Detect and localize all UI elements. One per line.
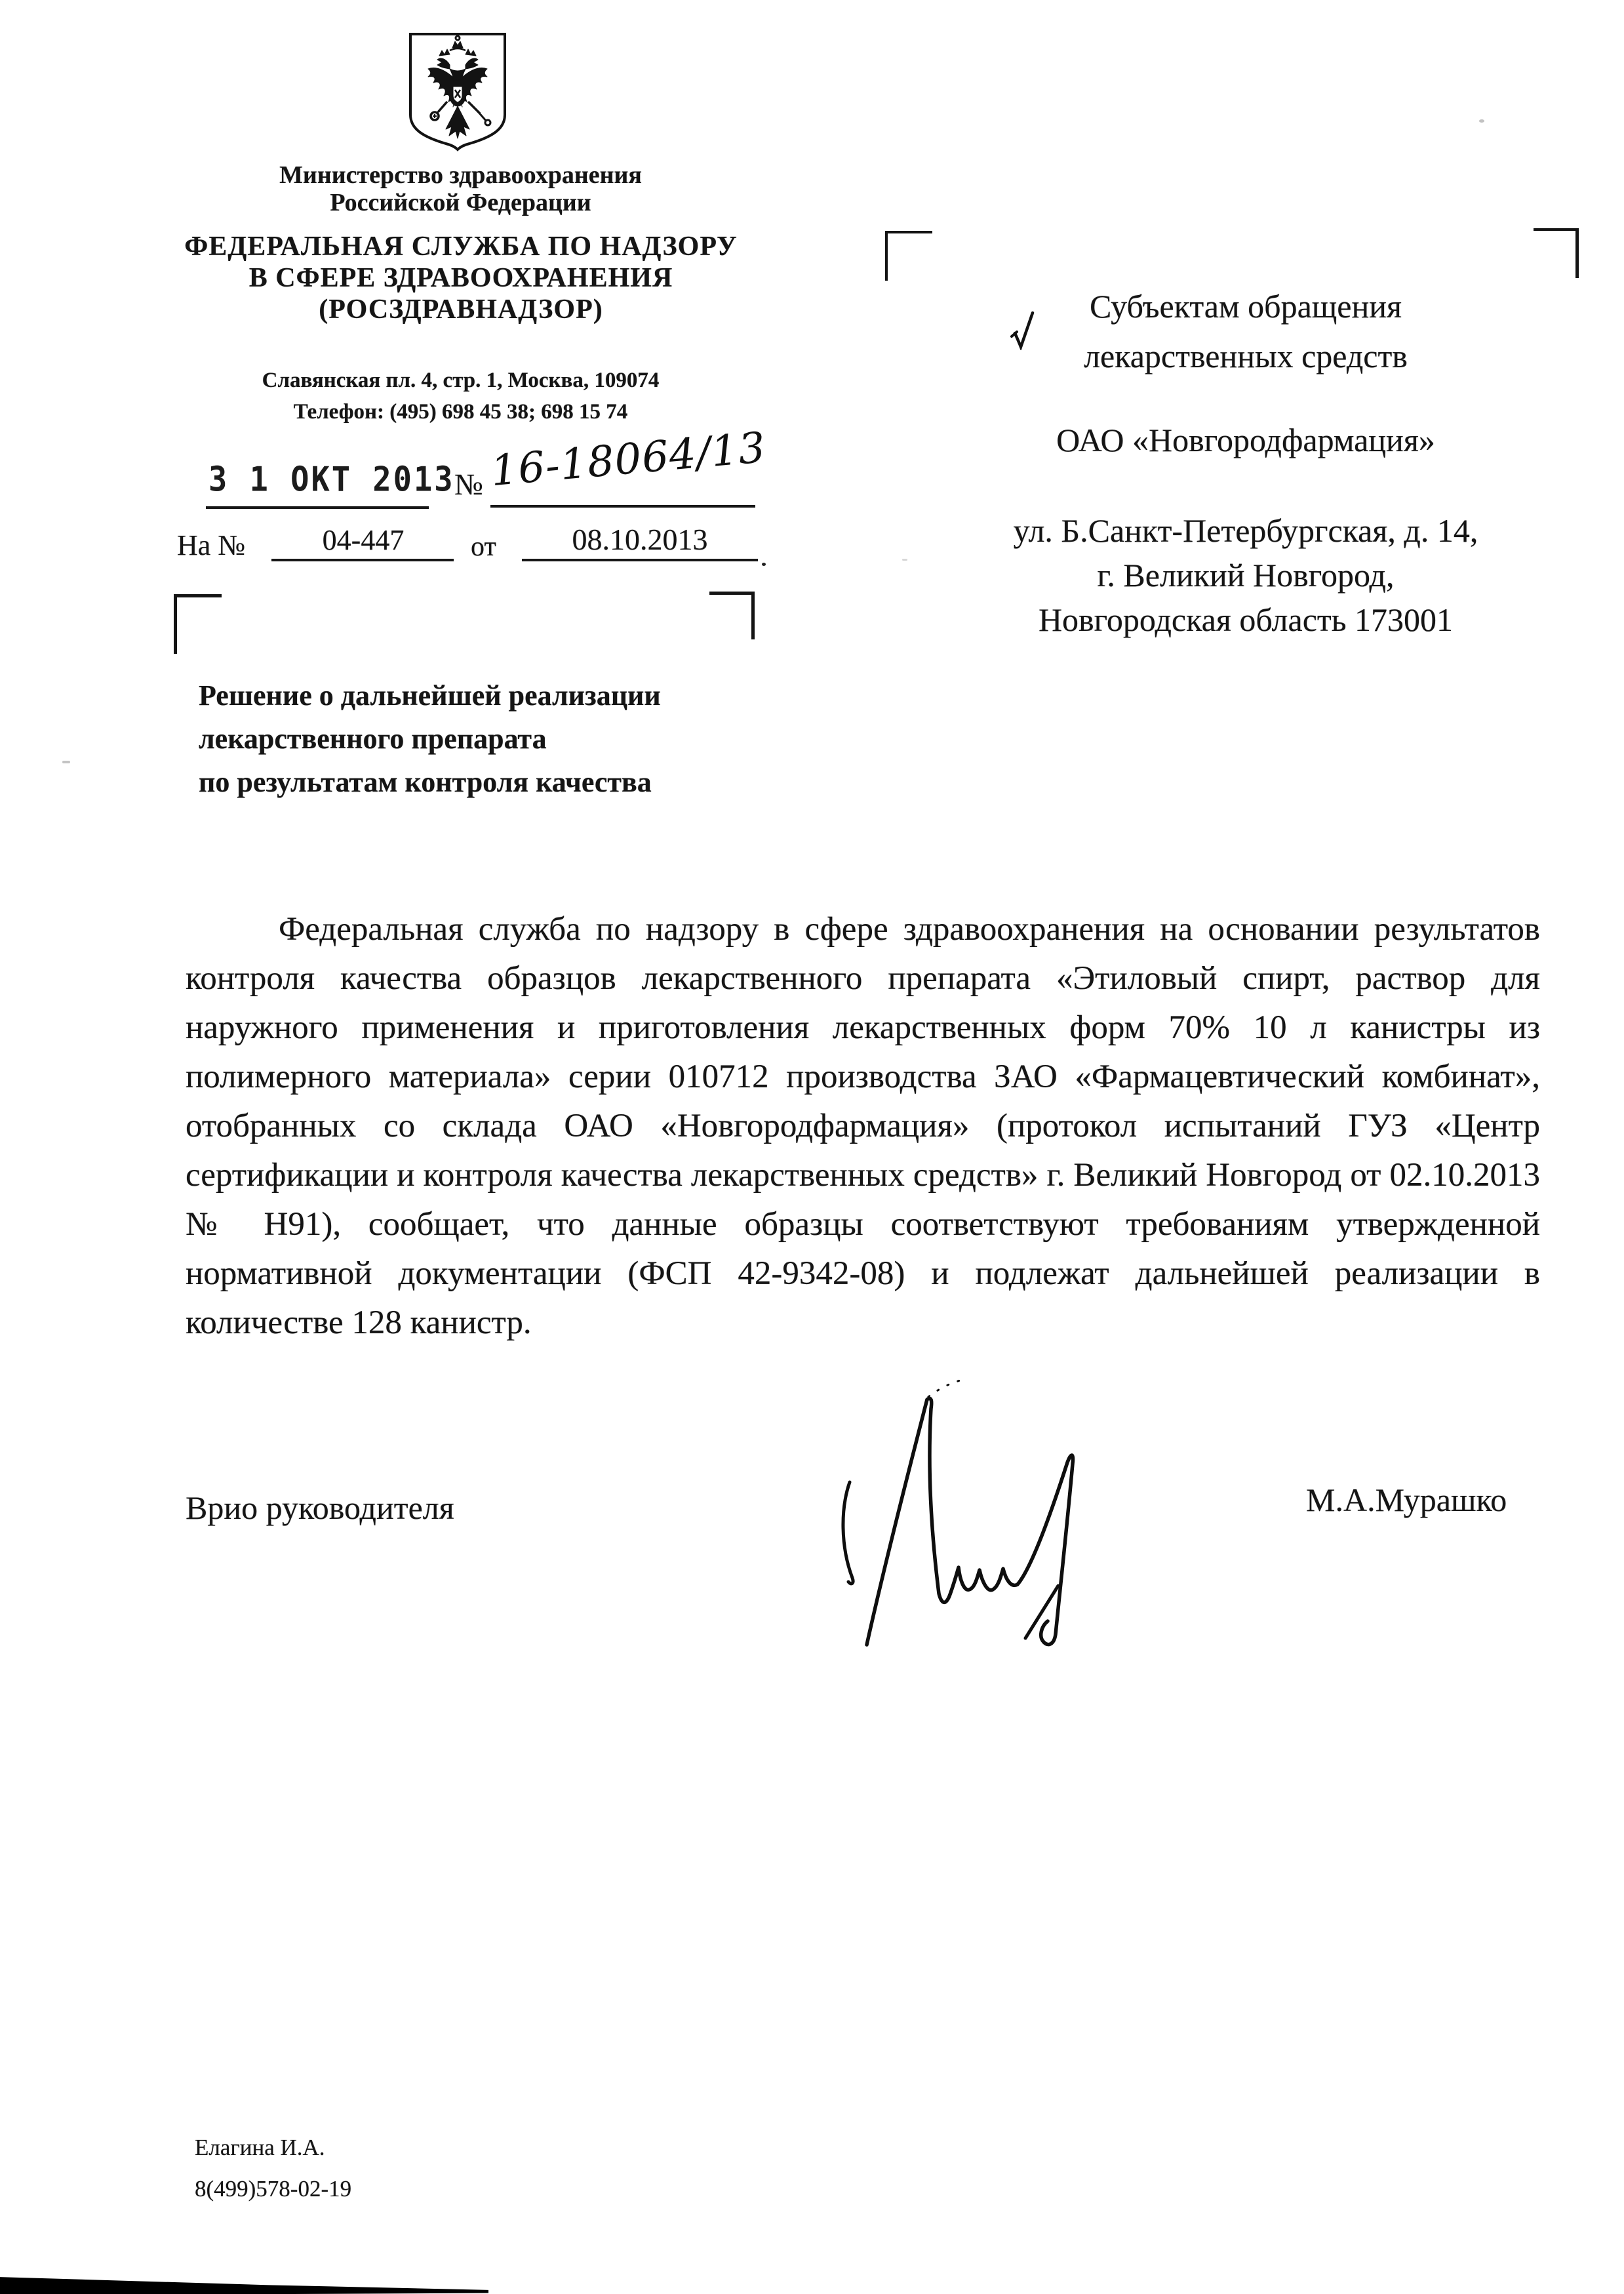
service-name-line1: ФЕДЕРАЛЬНАЯ СЛУЖБА ПО НАДЗОРУ bbox=[184, 231, 738, 262]
service-name-line2: В СФЕРЕ ЗДРАВООХРАНЕНИЯ bbox=[248, 263, 673, 293]
executor-block bbox=[195, 2127, 351, 2209]
subject-line3: по результатам контроля качества bbox=[199, 766, 652, 798]
outgoing-number-handwritten: 16-18064/13 bbox=[488, 423, 768, 496]
reply-number-underline bbox=[271, 559, 454, 561]
letterhead-address: Славянская пл. 4, стр. 1, Москва, 109074 bbox=[262, 369, 660, 392]
reply-date-label: от bbox=[471, 532, 496, 562]
number-sign: № bbox=[454, 468, 483, 501]
executor-name: Елагина И.А. bbox=[195, 2135, 325, 2160]
service-name-line3: (РОСЗДРАВНАДЗОР) bbox=[319, 294, 603, 325]
corner-bracket-subject-left bbox=[174, 594, 222, 654]
subject-line2: лекарственного препарата bbox=[199, 723, 547, 755]
scan-artifact bbox=[762, 563, 766, 566]
date-stamp: 3 1 ОКТ 2013 bbox=[208, 460, 455, 500]
reply-reference-number: 04-447 bbox=[322, 524, 405, 556]
recipient-address-line3: Новгородская область 173001 bbox=[1038, 601, 1454, 638]
date-underline bbox=[206, 506, 429, 509]
scan-artifact bbox=[62, 761, 70, 763]
ministry-name-line1: Министерство здравоохранения bbox=[279, 161, 642, 189]
signatory-position-title: Врио руководителя bbox=[186, 1489, 454, 1526]
letterhead-phone: Телефон: (495) 698 45 38; 698 15 74 bbox=[293, 400, 628, 424]
recipient-line2: лекарственных средств bbox=[1084, 338, 1408, 374]
corner-bracket-subject-right bbox=[709, 592, 755, 639]
signatory-name: М.А.Мурашко bbox=[1306, 1481, 1507, 1518]
scan-artifact bbox=[902, 559, 907, 561]
recipient-line1: Субъектам обращения bbox=[1090, 288, 1402, 325]
corner-bracket-top-left bbox=[885, 231, 932, 281]
recipient-organization: ОАО «Новгородфармация» bbox=[1056, 422, 1435, 458]
recipient-address-line1: ул. Б.Санкт-Петербургская, д. 14, bbox=[1013, 512, 1478, 549]
scan-artifact bbox=[1479, 119, 1484, 123]
russia-coat-of-arms-icon bbox=[406, 30, 509, 153]
executor-phone: 8(499)578-02-19 bbox=[195, 2176, 352, 2202]
reply-date-underline bbox=[522, 559, 758, 561]
body-paragraph: Федеральная служба по надзору в сфере здравоохранения на основании результатов контроля качества образцов лекарственного препарата «Этиловый спирт, раствор для наружного применения и приготовления лекарственных форм 70% 10 л канистры из полимерного материала» серии 010712 производства ЗАО «Фармацевтический комбинат», отобранных со склада ОАО «Новгородфармация» (протокол испытаний ГУЗ «Центр сертификации и контроля качества лекарственных средств» г. Великий Новгород от 02.10.2013 № Н91), сообщает, что данные образцы соответствуют требованиям утвержденной нормативной документации (ФСП 42-9342-08) и подлежат дальнейшей реализации в количестве 128 канистр. bbox=[186, 911, 1540, 1341]
scan-edge-artifact bbox=[0, 2270, 488, 2294]
reply-reference-label: На № bbox=[177, 529, 246, 561]
subject-block bbox=[199, 674, 762, 804]
ministry-name-line2: Российской Федерации bbox=[330, 189, 591, 216]
service-name bbox=[156, 231, 766, 325]
subject-line1: Решение о дальнейшей реализации bbox=[199, 679, 661, 712]
recipient-address-line2: г. Великий Новгород, bbox=[1097, 557, 1395, 594]
reply-date-value: 08.10.2013 bbox=[572, 523, 708, 556]
corner-bracket-top-right bbox=[1534, 228, 1579, 278]
ministry-name bbox=[216, 161, 705, 216]
letterhead-contacts bbox=[216, 365, 705, 428]
number-underline bbox=[490, 505, 755, 508]
signature-autograph bbox=[827, 1377, 1136, 1672]
